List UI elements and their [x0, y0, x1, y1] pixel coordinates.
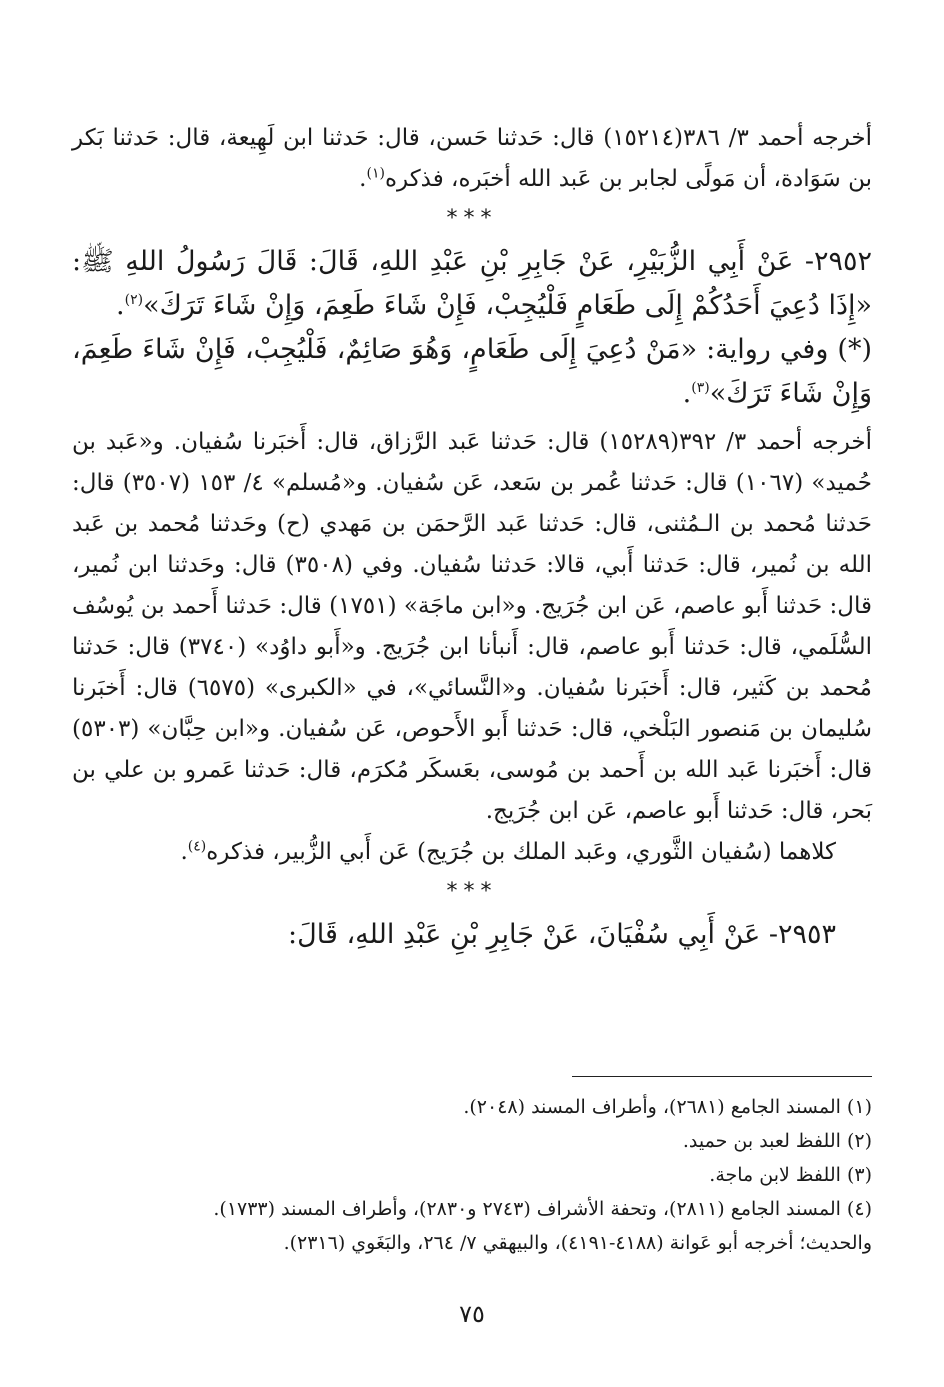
footnote-4-continued: والحديث؛ أخرجه أبو عَوانة (٤١٨٨-٤١٩١)، والبيهقي ٧/ ٢٦٤، والبَغَوي (٢٣١٦). — [283, 1232, 872, 1254]
footnote-divider — [572, 1076, 872, 1077]
footnote-1: (١) المسند الجامع (٢٦٨١)، وأطراف المسند (٢٠٤٨). — [463, 1096, 872, 1118]
footnote-4: (٤) المسند الجامع (٢٨١١)، وتحفة الأشراف (٢٧٤٣ و٢٨٣٠)، وأطراف المسند (١٧٣٣). — [213, 1198, 872, 1220]
footnote-ref-3[interactable]: (٣) — [691, 380, 710, 396]
takhrij-paragraph-3: كلاهما (سُفيان الثَّوري، وعَبد الملك بن جُرَيج) عَن أَبي الزُّبير، فذكره$^{(٤)}$. — [180, 838, 836, 865]
hadith-2953: ٢٩٥٣- عَنْ أَبِي سُفْيَانَ، عَنْ جَابِرِ بْنِ عَبْدِ اللهِ، قَالَ: — [288, 919, 836, 950]
main-text — [72, 118, 872, 957]
footnote-3: (٣) اللفظ لابن ماجة. — [709, 1164, 872, 1186]
footnotes — [72, 1090, 872, 1260]
section-separator: *** — [446, 879, 498, 904]
takhrij-paragraph-1: أخرجه أحمد ٣/ ٣٨٦(١٥٢١٤) قال: حَدثنا حَسن، قال: حَدثنا ابن لَهِيعة، قال: حَدثنا بَكر بن سَوَادة، أن مَولًى لجابر بن عَبد الله أخبَره، فذكره$^{(١)}$. — [72, 125, 873, 192]
takhrij-paragraph-2: أخرجه أحمد ٣/ ٣٩٢(١٥٢٨٩) قال: حَدثنا عَبد الرَّزاق، قال: أَخبَرنا سُفيان. و«عَبد بن حُميد» (١٠٦٧) قال: حَدثنا عُمر بن سَعد، عَن سُفيان. و«مُسلم» ٤/ ١٥٣ (٣٥٠٧) قال: حَدثنا مُحمد بن الـمُثنى، قال: حَدثنا عَبد الرَّحمَن بن مَهدي (ح) وحَدثنا مُحمد بن عَبد الله بن نُمير، قال: حَدثنا أَبي، قالا: حَدثنا سُفيان. وفي (٣٥٠٨) قال: وحَدثنا ابن نُمير، قال: حَدثنا أَبو عاصم، عَن ابن جُرَيج. و«ابن ماجَة» (١٧٥١) قال: حَدثنا أَحمد بن يُوسُف السُّلَمي، قال: حَدثنا أَبو عاصم، قال: أَنبأنا ابن جُرَيج. و«أَبو داوُد» (٣٧٤٠) قال: حَدثنا مُحمد بن كَثير، قال: أَخبَرنا سُفيان. و«النَّسائي»، في «الكبرى» (٦٥٧٥) قال: أَخبَرنا سُليمان بن مَنصور البَلْخي، قال: حَدثنا أَبو الأَحوص، عَن سُفيان. و«ابن حِبَّان» (٥٣٠٣) قال: أَخبَرنا عَبد الله بن أَحمد بن مُوسى، بعَسكَر مُكرَم، قال: حَدثنا عَمرو بن علي بن بَحر، قال: حَدثنا أَبو عاصم، عَن ابن جُرَيج. — [72, 429, 873, 824]
page-number: ٧٥ — [459, 1300, 485, 1328]
footnote-2: (٢) اللفظ لعبد بن حميد. — [682, 1130, 872, 1152]
footnote-ref-2[interactable]: (٢) — [124, 292, 144, 308]
hadith-2952: ٢٩٥٢- عَنْ أَبِي الزُّبَيْرِ، عَنْ جَابِرِ بْنِ عَبْدِ اللهِ، قَالَ: قَالَ رَسُولُ اللهِ ﷺ: «إِذَا دُعِيَ أَحَدُكُمْ إِلَى طَعَامٍ فَلْيُجِبْ، فَإِنْ شَاءَ طَعِمَ، وَإِنْ شَاءَ تَرَكَ»$^{(٢)}$. — [72, 246, 872, 321]
hadith-2952-variant: (*) وفي رواية: «مَنْ دُعِيَ إِلَى طَعَامٍ، وَهُوَ صَائِمٌ، فَلْيُجِبْ، فَإِنْ شَاءَ طَعِمَ، وَإِنْ شَاءَ تَرَكَ»$^{(٣)}$. — [72, 334, 872, 409]
section-separator: *** — [446, 206, 498, 231]
footnote-ref-1[interactable]: (١) — [366, 165, 385, 182]
footnote-ref-4[interactable]: (٤) — [187, 838, 207, 855]
